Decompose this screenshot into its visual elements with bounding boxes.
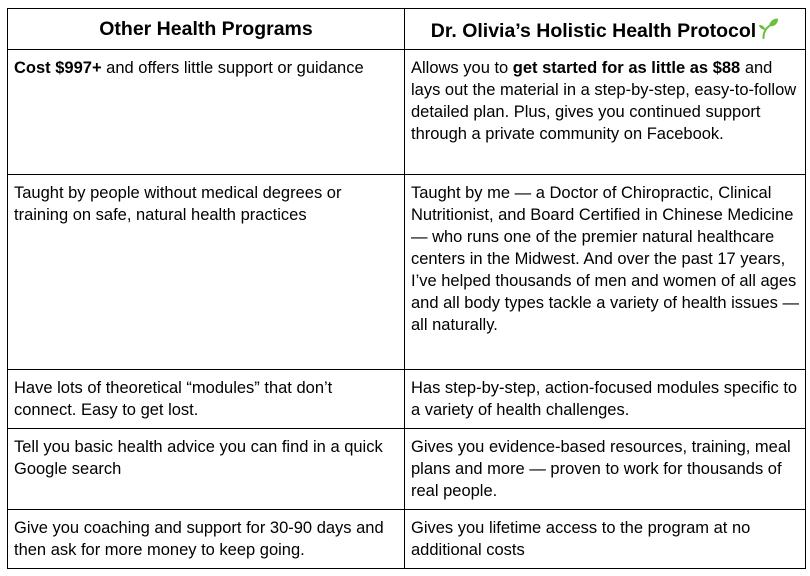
protocol-cell: Gives you lifetime access to the program at no additional costs [405,510,806,569]
other-cell: Taught by people without medical degrees or training on safe, natural health practices [8,175,405,370]
table-row [8,50,806,175]
other-cell-text: and offers little support or guidance [101,59,364,77]
header-holistic-protocol [405,9,806,50]
sprout-icon [757,16,779,40]
table-row [8,370,806,429]
table-row [8,510,806,569]
protocol-cell: Gives you evidence-based resources, training, meal plans and more — proven to work for thousands of real people. [405,429,806,510]
protocol-cell-text: and lays out the material in a step-by-step, easy-to-follow detailed plan. Plus, gives you continued support through a private community on Facebook. [411,59,797,143]
header-holistic-protocol-label: Dr. Olivia’s Holistic Health Protocol [430,20,757,42]
other-cell: Have lots of theoretical “modules” that don’t connect. Easy to get lost. [8,370,405,429]
header-row [8,9,806,50]
protocol-cell-text: Allows you to [411,59,513,77]
table-row [8,429,806,510]
protocol-cell: Has step-by-step, action-focused modules specific to a variety of health challenges. [405,370,806,429]
table-row [8,175,806,370]
price-highlight: get started for as little as $88 [512,59,741,77]
comparison-table [7,8,806,569]
cost-highlight: Cost $997+ [14,59,102,77]
other-cell: Tell you basic health advice you can find in a quick Google search [8,429,405,510]
protocol-cell [405,50,806,175]
other-cell: Give you coaching and support for 30-90 days and then ask for more money to keep going. [8,510,405,569]
protocol-cell: Taught by me — a Doctor of Chiropractic, Clinical Nutritionist, and Board Certified in Chinese Medicine — who runs one of the premier natural healthcare centers in the Midwest. And over the past 17 years, I’ve helped thousands of men and women of all ages and all body types tackle a variety of health issues — all naturally. [405,175,806,370]
header-other-programs: Other Health Programs [8,9,405,50]
other-cell [8,50,405,175]
